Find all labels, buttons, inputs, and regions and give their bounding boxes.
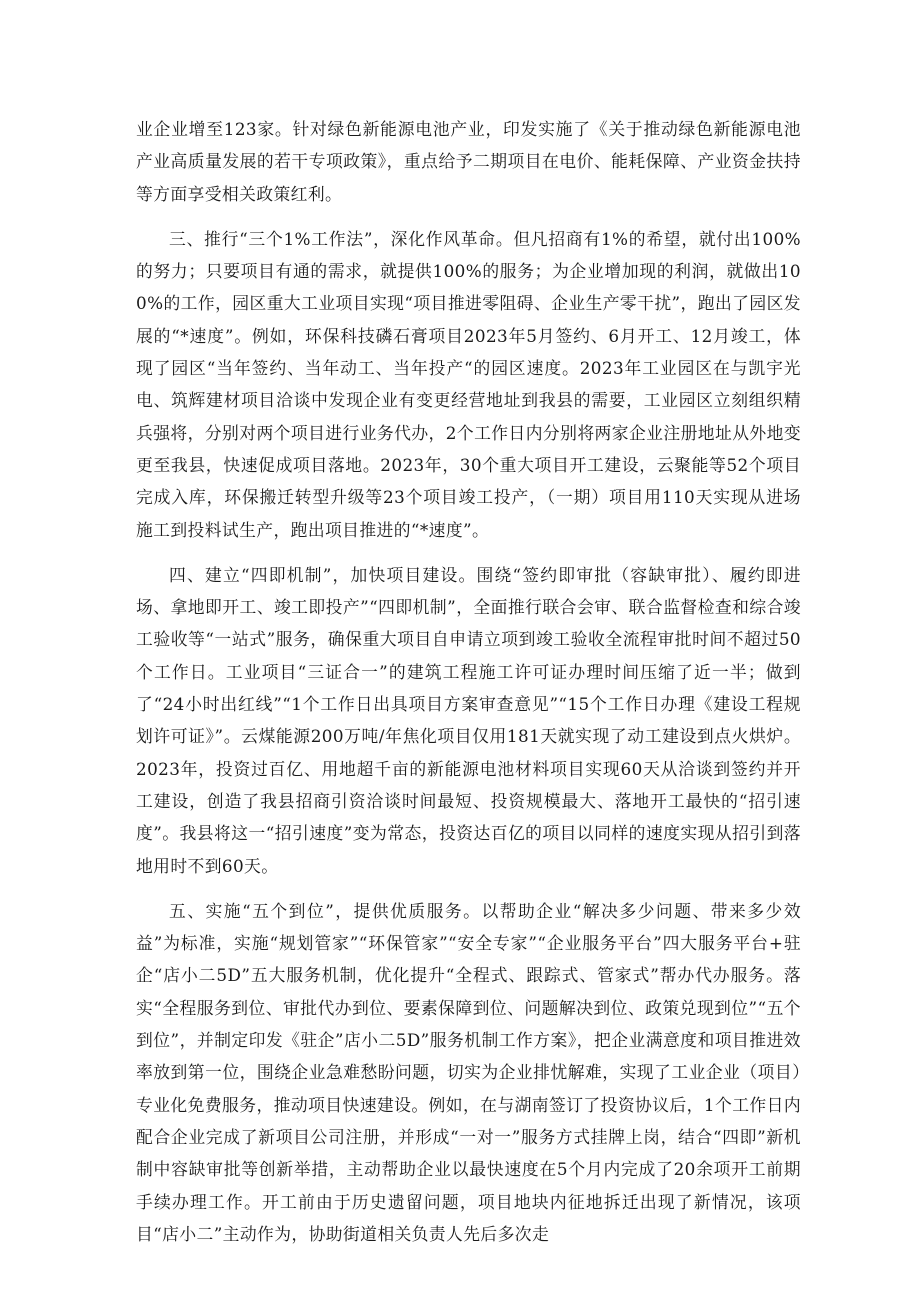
paragraph-continuation: 业企业增至123家。针对绿色新能源电池产业，印发实施了《关于推动绿色新能源电池产业高质量发展的若干专项政策》，重点给予二期项目在电价、能耗保障、产业资金扶持等方面享受相关政策红利。 <box>136 119 801 204</box>
paragraph-five-in-place-service: 五、实施“五个到位”，提供优质服务。以帮助企业“解决多少问题、带来多少效益”为标准，实施“规划管家”“环保管家”“安全专家”“企业服务平台”四大服务平台+驻企“店小二5D”五大服务机制，优化提升“全程式、跟踪式、管家式”帮办代办服务。落实“全程服务到位、审批代办到位、要素保障到位、问题解决到位、政策兑现到位”“五个到位”，并制定印发《驻企”店小二5D”服务机制工作方案》，把企业满意度和项目推进效率放到第一位，围绕企业急难愁盼问题，切实为企业排忧解难，实现了工业企业（项目）专业化免费服务，推动项目快速建设。例如，在与湖南签订了投资协议后，1个工作日内配合企业完成了新项目公司注册，并形成“一对一”服务方式挂牌上岗，结合“四即”新机制中容缺审批等创新举措，主动帮助企业以最快速度在5个月内完成了20余项开工前期手续办理工作。开工前由于历史遗留问题，项目地块内征地拆迁出现了新情况，该项目“店小二”主动作为，协助街道相关负责人先后多次走 <box>136 900 801 1244</box>
paragraph-four-immediate-mechanism: 四、建立“四即机制”，加快项目建设。围绕“签约即审批（容缺审批）、履约即进场、拿地即开工、竣工即投产”“四即机制”，全面推行联合会审、联合监督检查和综合竣工验收等“一站式”服务，确保重大项目自申请立项到竣工验收全流程审批时间不超过50个工作日。工业项目“三证合一”的建筑工程施工许可证办理时间压缩了近一半；做到了“24小时出红线”“1个工作日出具项目方案审查意见”“15个工作日办理《建设工程规划许可证》”。云煤能源200万吨/年焦化项目仅用181天就实现了动工建设到点火烘炉。2023年，投资过百亿、用地超千亩的新能源电池材料项目实现60天从洽谈到签约并开工建设，创造了我县招商引资洽谈时间最短、投资规模最大、落地开工最快的“招引速度”。我县将这一“招引速度”变为常态，投资达百亿的项目以同样的速度实现从招引到落地用时不到60天。 <box>136 564 801 876</box>
document-body <box>136 113 801 1250</box>
paragraph-three-one-percent-method: 三、推行“三个1%工作法”，深化作风革命。但凡招商有1%的希望，就付出100%的努力；只要项目有通的需求，就提供100%的服务；为企业增加现的利润，就做出100%的工作，园区重大工业项目实现“项目推进零阻碍、企业生产零干扰”，跑出了园区发展的“*速度”。例如，环保科技磷石膏项目2023年5月签约、6月开工、12月竣工，体现了园区“当年签约、当年动工、当年投产“的园区速度。2023年工业园区在与凯宇光电、筑辉建材项目洽谈中发现企业有变更经营地址到我县的需要，工业园区立刻组织精兵强将，分别对两个项目进行业务代办，2个工作日内分别将两家企业注册地址从外地变更至我县，快速促成项目落地。2023年，30个重大项目开工建设，云聚能等52个项目完成入库，环保搬迁转型升级等23个项目竣工投产，（一期）项目用110天实现从进场施工到投料试生产，跑出项目推进的“*速度”。 <box>136 228 801 540</box>
